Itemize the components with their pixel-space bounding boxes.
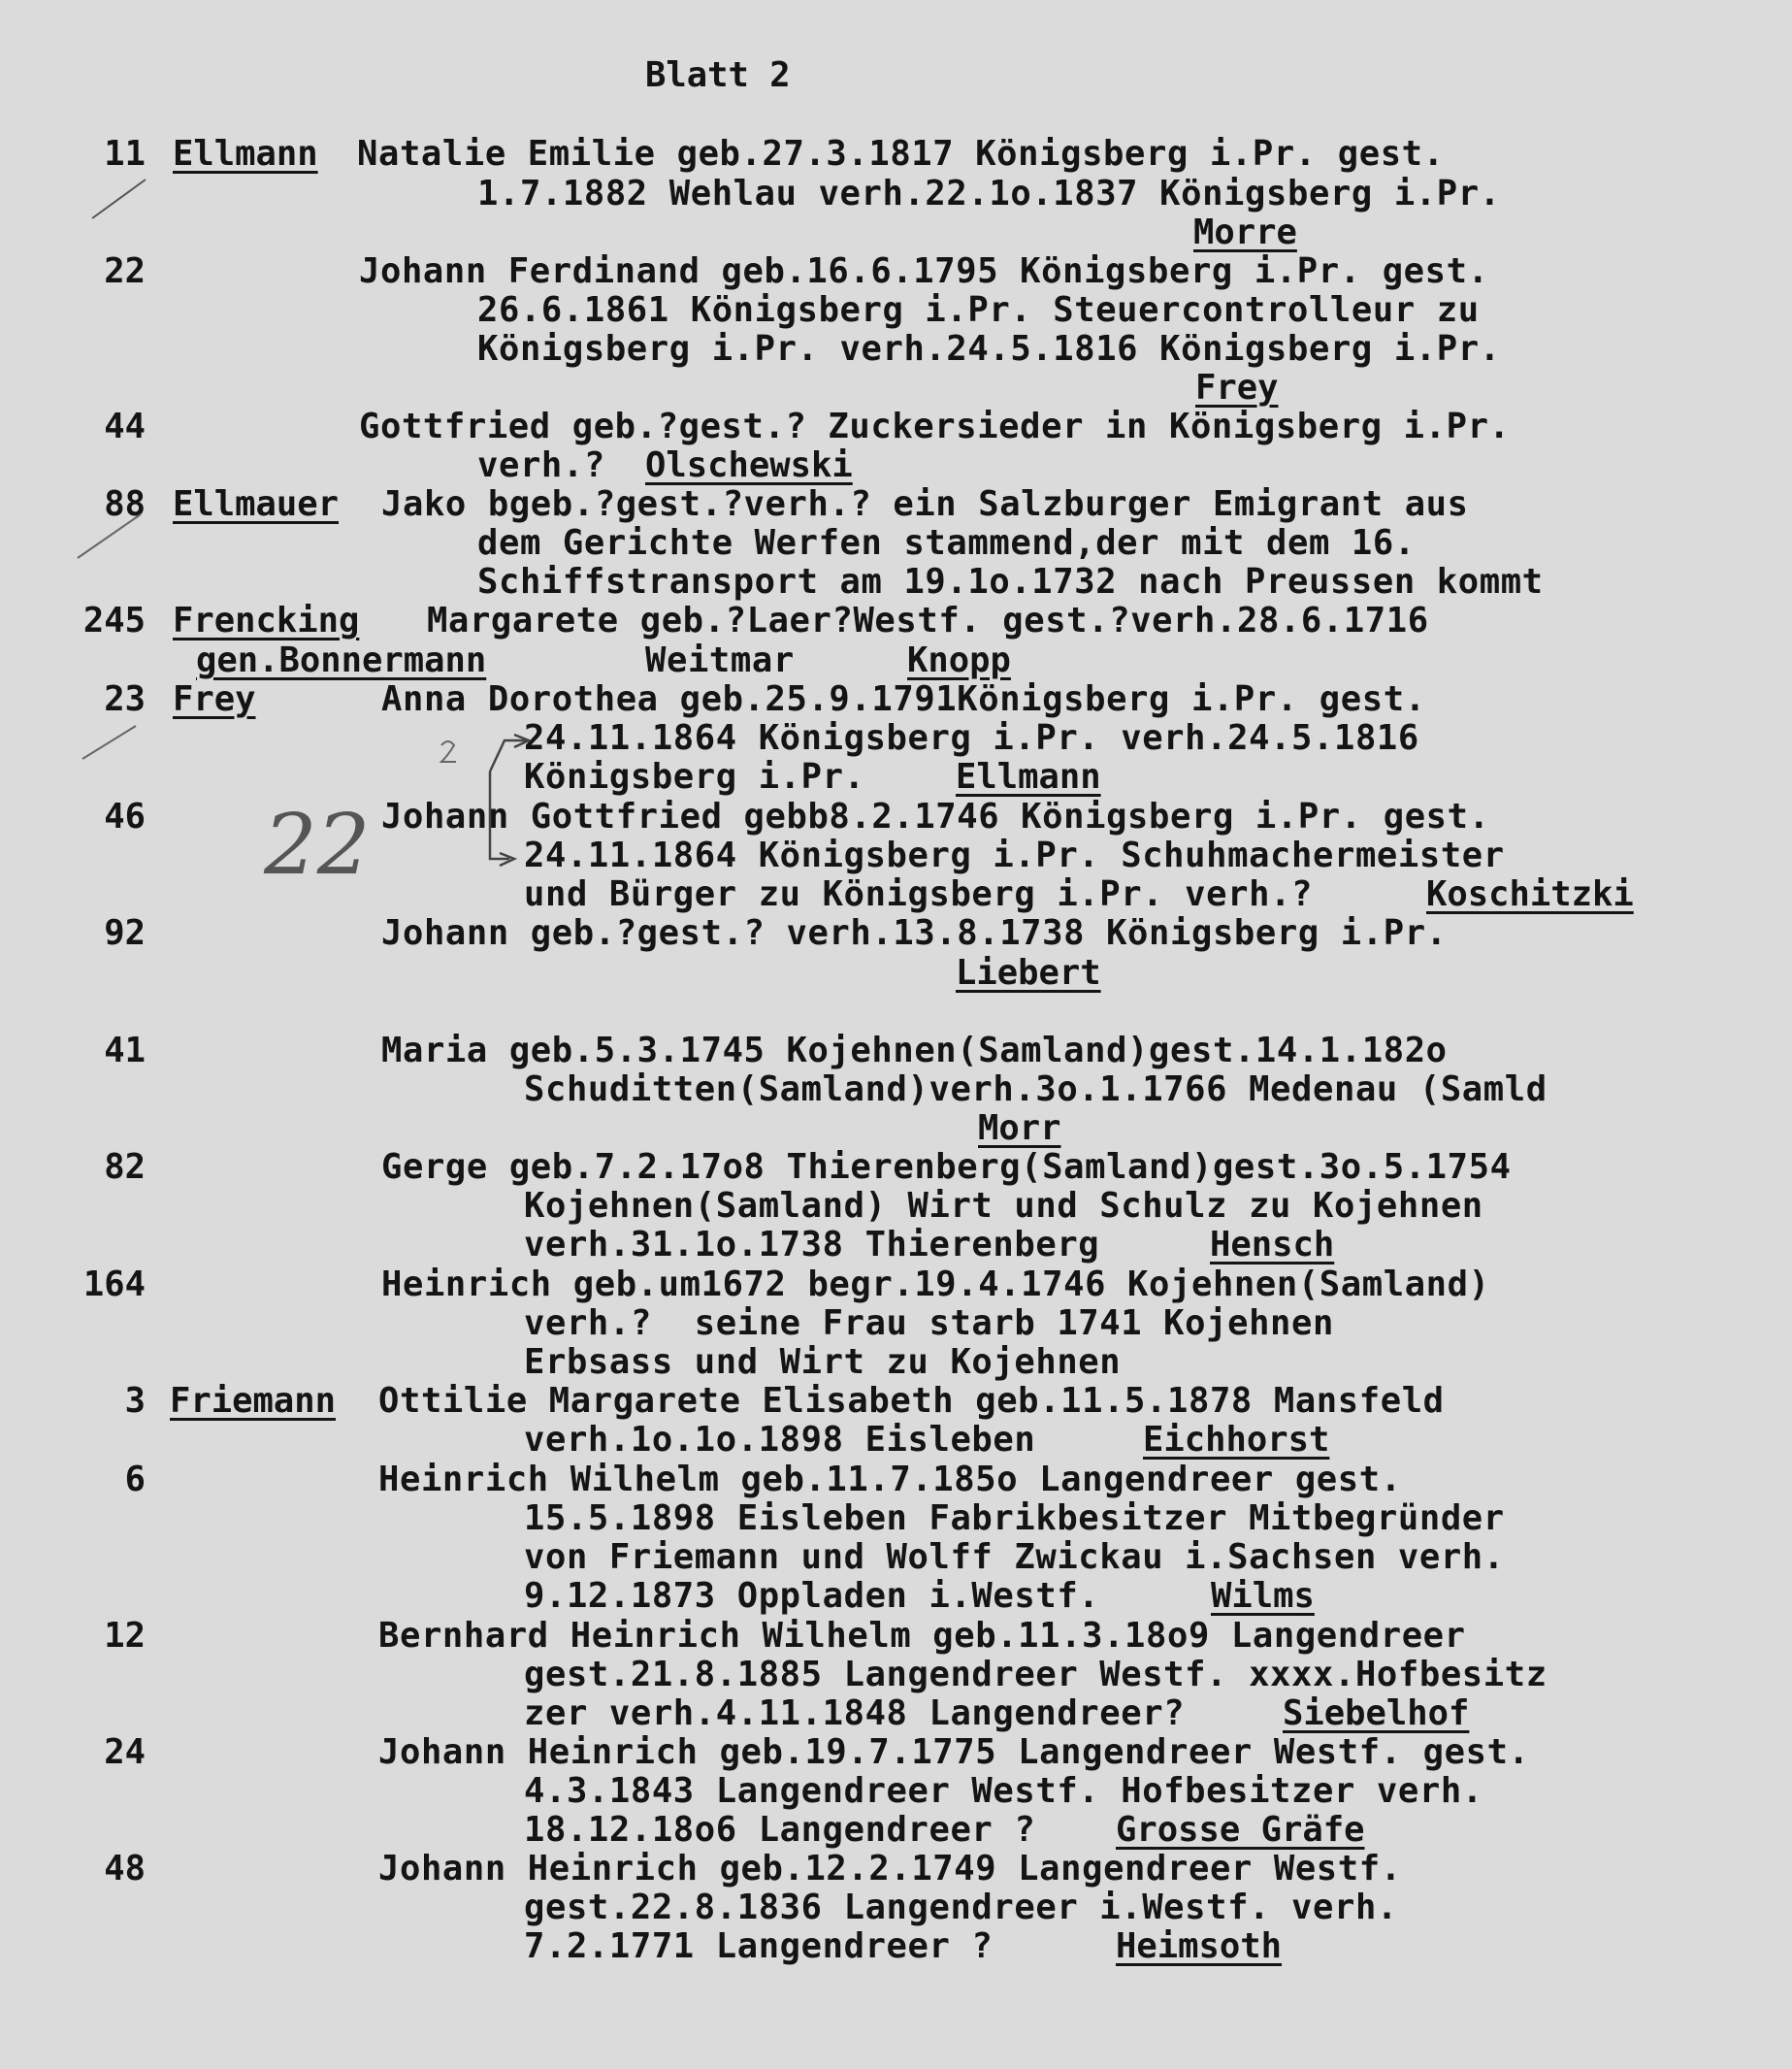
entry-number: 22 [104,251,146,291]
entry-line: 4.3.1843 Langendreer Westf. Hofbesitzer verh. [524,1771,1483,1811]
entry-surname: Frencking [173,601,360,640]
entry-line: verh.1o.1o.1898 Eisleben [524,1420,1036,1460]
entry-spouse: Ellmann [956,757,1101,797]
handwritten-number: 22 [264,797,371,894]
entry-line: verh.? [477,445,605,485]
arrow-head-icon [500,853,514,866]
entry-line: Johann Gottfried gebb8.2.1746 Königsberg i.Pr. gest. [381,797,1490,837]
entry-line: Bernhard Heinrich Wilhelm geb.11.3.18o9 Langendreer [378,1616,1466,1656]
entry-line: Johann geb.?gest.? verh.13.8.1738 Königsberg i.Pr. [381,913,1448,953]
entry-line: verh.31.1o.1738 Thierenberg [524,1225,1100,1264]
entry-spouse: Frey [1195,368,1279,408]
entry-spouse: Liebert [956,953,1101,993]
entry-line: Ottilie Margarete Elisabeth geb.11.5.1878 Mansfeld [378,1381,1445,1421]
entry-line: 24.11.1864 Königsberg i.Pr. Schuhmachermeister [524,836,1505,875]
entry-line: Johann Ferdinand geb.16.6.1795 Königsberg i.Pr. gest. [359,251,1489,291]
pencil-small-2 [441,741,456,762]
entry-line: Gottfried geb.?gest.? Zuckersieder in Königsberg i.Pr. [359,407,1511,446]
entry-line: Königsberg i.Pr. verh.24.5.1816 Königsberg i.Pr. [477,329,1501,369]
entry-line: 9.12.1873 Oppladen i.Westf. [524,1576,1100,1616]
entry-spouse: Wilms [1211,1576,1315,1616]
entry-number: 23 [104,679,146,719]
entry-spouse: Hensch [1210,1225,1335,1264]
entry-spouse: Knopp [907,640,1011,680]
entry-number: 245 [82,601,146,640]
entry-number: 164 [82,1264,146,1304]
entry-number: 12 [104,1616,146,1656]
page-title: Blatt 2 [645,55,791,95]
entry-number: 6 [124,1460,146,1499]
entry-line: Schuditten(Samland)verh.3o.1.1766 Medenau (Samld [524,1069,1548,1109]
entry-line: Gerge geb.7.2.17o8 Thierenberg(Samland)gest.3o.5.1754 [381,1147,1512,1187]
entry-surname: Friemann [170,1381,336,1421]
entry-number: 46 [104,797,146,837]
entry-spouse: Morre [1193,213,1297,252]
entry-line: Johann Heinrich geb.12.2.1749 Langendreer Westf. [378,1849,1402,1888]
entry-spouse: Heimsoth [1116,1926,1282,1966]
entry-line: Kojehnen(Samland) Wirt und Schulz zu Kojehnen [524,1186,1483,1226]
entry-line: Natalie Emilie geb.27.3.1817 Königsberg i.Pr. gest. [357,134,1445,174]
entry-spouse: Eichhorst [1143,1420,1330,1460]
entry-line: Heinrich Wilhelm geb.11.7.185o Langendreer gest. [378,1460,1402,1499]
entry-surname: Frey [173,679,256,719]
entry-line: Königsberg i.Pr. [524,757,865,797]
entry-line: 15.5.1898 Eisleben Fabrikbesitzer Mitbegründer [524,1498,1505,1538]
pencil-tick-mark [82,726,136,759]
entry-line: gest.22.8.1836 Langendreer i.Westf. verh. [524,1888,1398,1927]
entry-line: 18.12.18o6 Langendreer ? [524,1810,1036,1850]
entry-number: 41 [104,1031,146,1070]
entry-line: 1.7.1882 Wehlau verh.22.1o.1837 Königsberg i.Pr. [477,174,1501,213]
entry-surname-continuation: gen.Bonnermann [196,640,487,680]
entry-line: Margarete geb.?Laer?Westf. gest.?verh.28.6.1716 [427,601,1429,640]
entry-surname: Ellmann [173,134,318,174]
entry-line: gest.21.8.1885 Langendreer Westf. xxxx.Hofbesitz [524,1655,1548,1694]
entry-line: von Friemann und Wolff Zwickau i.Sachsen verh. [524,1537,1505,1577]
entry-line: Maria geb.5.3.1745 Kojehnen(Samland)gest.14.1.182o [381,1031,1448,1070]
entry-line: Jako bgeb.?gest.?verh.? ein Salzburger Emigrant aus [381,484,1469,524]
pencil-tick-mark [92,180,146,218]
entry-number: 88 [104,484,146,524]
entry-line: Schiffstransport am 19.1o.1732 nach Preussen kommt [477,562,1544,602]
entry-line: und Bürger zu Königsberg i.Pr. verh.? [524,874,1313,914]
entry-line: 26.6.1861 Königsberg i.Pr. Steuercontrolleur zu [477,290,1480,330]
entry-line: dem Gerichte Werfen stammend,der mit dem 16. [477,523,1416,563]
entry-spouse: Grosse Gräfe [1116,1810,1365,1850]
entry-line: Erbsass und Wirt zu Kojehnen [524,1342,1122,1382]
entry-number: 48 [104,1849,146,1888]
entry-line: verh.? seine Frau starb 1741 Kojehnen [524,1303,1334,1343]
entry-number: 92 [104,913,146,953]
entry-line: Johann Heinrich geb.19.7.1775 Langendreer Westf. gest. [378,1732,1530,1772]
entry-number: 82 [104,1147,146,1187]
entry-line: zer verh.4.11.1848 Langendreer? [524,1693,1186,1733]
entry-spouse: Olschewski [645,445,853,485]
pencil-bracket-arrow [490,740,529,772]
entry-number: 3 [124,1381,146,1421]
entry-line: Weitmar [645,640,795,680]
entry-number: 44 [104,407,146,446]
entry-line: Anna Dorothea geb.25.9.1791Königsberg i.Pr. gest. [381,679,1426,719]
entry-spouse: Siebelhof [1283,1693,1470,1733]
entry-line: 7.2.1771 Langendreer ? [524,1926,994,1966]
entry-surname: Ellmauer [173,484,339,524]
entry-line: 24.11.1864 Königsberg i.Pr. verh.24.5.1816 [524,718,1419,758]
entry-spouse: Koschitzki [1426,874,1634,914]
entry-number: 24 [104,1732,146,1772]
entry-line: Heinrich geb.um1672 begr.19.4.1746 Kojehnen(Samland) [381,1264,1490,1304]
entry-number: 11 [104,134,146,174]
entry-spouse: Morr [978,1108,1061,1148]
